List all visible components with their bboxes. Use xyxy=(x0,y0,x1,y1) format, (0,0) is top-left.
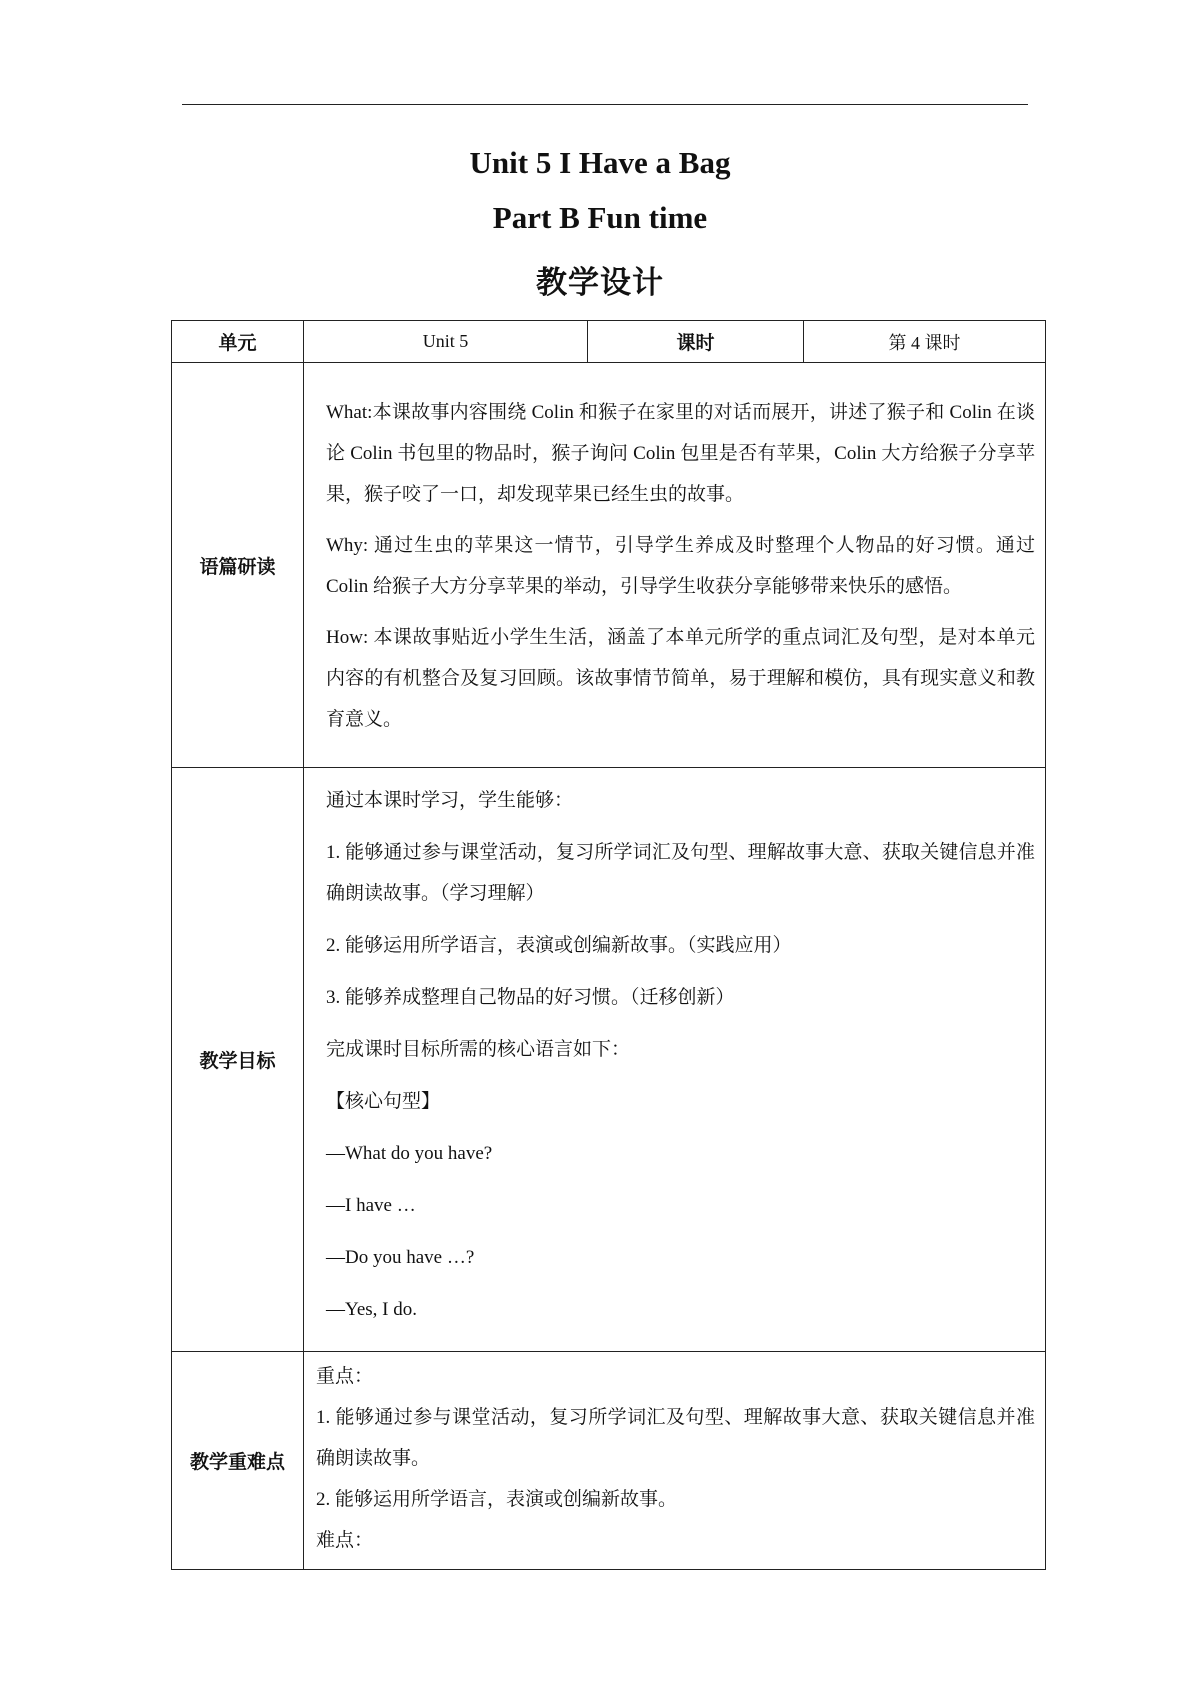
focus-item: 2. 能够运用所学语言，表演或创编新故事。 xyxy=(316,1489,678,1510)
analysis-row xyxy=(172,363,1046,768)
core-language-intro: 完成课时目标所需的核心语言如下： xyxy=(326,1039,631,1060)
document-heading: 教学设计 xyxy=(536,265,664,301)
header-row xyxy=(172,321,1046,363)
key-points-label: 教学重难点 xyxy=(172,1352,304,1570)
goals-intro: 通过本课时学习，学生能够： xyxy=(326,790,574,811)
goals-row xyxy=(172,768,1046,1352)
period-label: 课时 xyxy=(588,321,804,363)
goals-label: 教学目标 xyxy=(172,768,304,1352)
analysis-what: What:本课故事内容围绕 Colin 和猴子在家里的对话而展开，讲述了猴子和 Colin 在谈论 Colin 书包里的物品时，猴子询问 Colin 包里是否有苹果，Colin 大方给猴子分享苹果，猴子咬了一口，却发现苹果已经生虫的故事。 xyxy=(326,402,1035,505)
document-title: Unit 5 I Have a Bag xyxy=(469,145,731,180)
goal-item: 1. 能够通过参与课堂活动，复习所学词汇及句型、理解故事大意、获取关键信息并准确朗读故事。（学习理解） xyxy=(326,842,1035,904)
analysis-how: How: 本课故事贴近小学生生活，涵盖了本单元所学的重点词汇及句型，是对本单元内容的有机整合及复习回顾。该故事情节简单，易于理解和模仿，具有现实意义和教育意义。 xyxy=(326,627,1035,730)
unit-label: 单元 xyxy=(172,321,304,363)
unit-value: Unit 5 xyxy=(304,321,588,363)
goal-item: 3. 能够养成整理自己物品的好习惯。（迁移创新） xyxy=(326,987,735,1008)
analysis-label: 语篇研读 xyxy=(172,363,304,768)
focus-heading: 重点： xyxy=(316,1366,374,1387)
core-sentence: —I have … xyxy=(326,1195,416,1216)
goals-content xyxy=(304,768,1046,1352)
core-sentence: —Yes, I do. xyxy=(326,1299,417,1320)
core-sentences-heading: 【核心句型】 xyxy=(326,1091,441,1112)
focus-item: 1. 能够通过参与课堂活动，复习所学词汇及句型、理解故事大意、获取关键信息并准确朗读故事。 xyxy=(316,1407,1035,1469)
document-subtitle: Part B Fun time xyxy=(492,200,708,235)
difficulty-heading: 难点： xyxy=(316,1530,374,1551)
period-value: 第 4 课时 xyxy=(804,321,1046,363)
goal-item: 2. 能够运用所学语言，表演或创编新故事。（实践应用） xyxy=(326,935,792,956)
core-sentence: —Do you have …? xyxy=(326,1247,475,1268)
key-points-row xyxy=(172,1352,1046,1570)
lesson-plan-table xyxy=(171,320,1046,1570)
analysis-why: Why: 通过生虫的苹果这一情节，引导学生养成及时整理个人物品的好习惯。通过 Colin 给猴子大方分享苹果的举动，引导学生收获分享能够带来快乐的感悟。 xyxy=(326,535,1035,597)
analysis-content xyxy=(304,363,1046,768)
core-sentence: —What do you have? xyxy=(326,1143,493,1164)
header-rule xyxy=(182,104,1028,105)
key-points-content xyxy=(304,1352,1046,1570)
